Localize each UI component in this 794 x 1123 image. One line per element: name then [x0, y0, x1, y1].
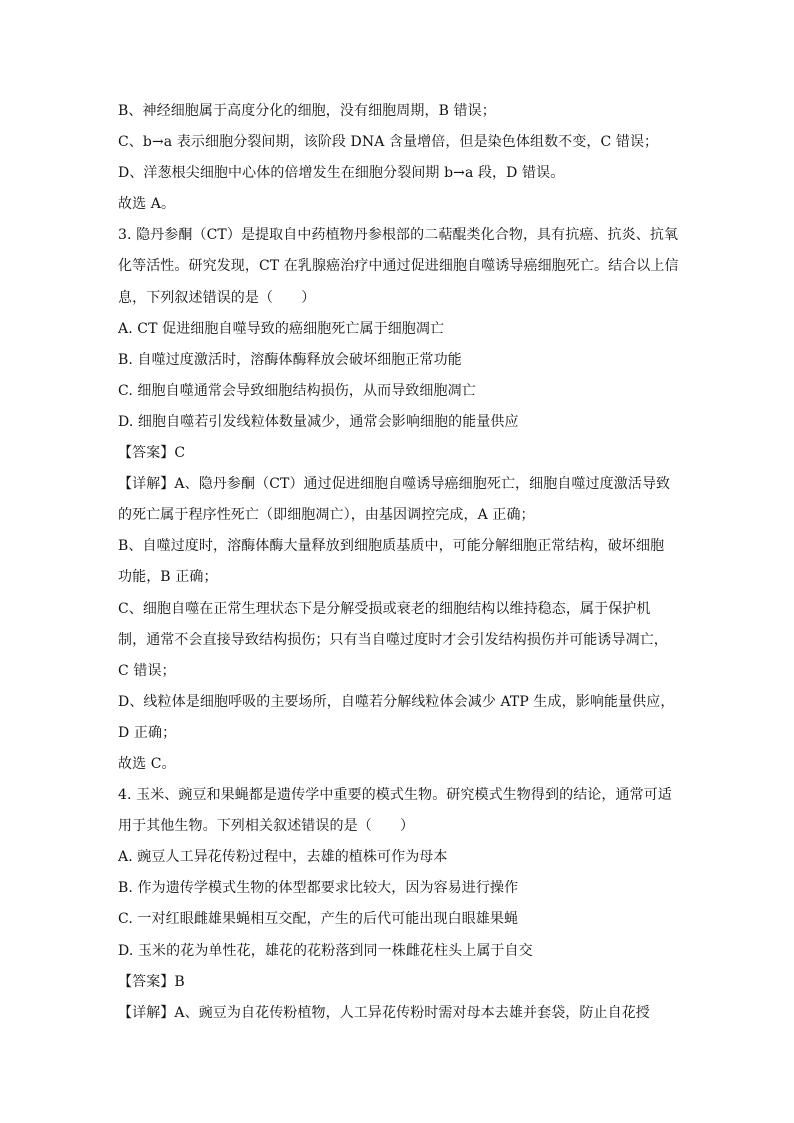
question-3-option-d: D. 细胞自噬若引发线粒体数量减少，通常会影响细胞的能量供应: [118, 413, 519, 430]
question-3-option-c: C. 细胞自噬通常会导致细胞结构损伤，从而导致细胞凋亡: [118, 382, 476, 399]
question-3-stem: 息，下列叙述错误的是（ ）: [118, 289, 316, 306]
question-4-stem: 用于其他生物。下列相关叙述错误的是（ ）: [118, 818, 415, 835]
text-line: C、b→a 表示细胞分裂间期，该阶段 DNA 含量增倍，但是染色体组数不变，C 错误；: [118, 134, 659, 151]
question-3-explanation: D、线粒体是细胞呼吸的主要场所，自噬若分解线粒体会减少 ATP 生成，影响能量供应，: [118, 693, 675, 710]
question-3-explanation: D 正确；: [118, 724, 177, 741]
question-3-option-b: B. 自噬过度激活时，溶酶体酶释放会破坏细胞正常功能: [118, 351, 462, 368]
question-3-conclusion: 故选 C。: [118, 755, 176, 772]
text-line: 故选 A。: [118, 196, 176, 213]
question-3-answer: 【答案】C: [118, 445, 186, 462]
question-3-explanation: B、自噬过度时，溶酶体酶大量释放到细胞质基质中，可能分解细胞正常结构，破坏细胞: [118, 538, 665, 555]
question-3-stem: 3. 隐丹参酮（CT）是提取自中药植物丹参根部的二萜醌类化合物，具有抗癌、抗炎、抗氧: [118, 227, 679, 244]
question-4-option-a: A. 豌豆人工异花传粉过程中，去雄的植株可作为母本: [118, 849, 448, 866]
question-3-explanation: 的死亡属于程序性死亡（即细胞凋亡），由基因调控完成，A 正确；: [118, 507, 535, 524]
question-3-option-a: A. CT 促进细胞自噬导致的癌细胞死亡属于细胞凋亡: [118, 320, 445, 337]
text-line: B、神经细胞属于高度分化的细胞，没有细胞周期，B 错误；: [118, 103, 496, 119]
question-3-stem: 化等活性。研究发现，CT 在乳腺癌治疗中通过促进细胞自噬诱导癌细胞死亡。结合以上信: [118, 258, 679, 275]
question-3-explanation: C、细胞自噬在正常生理状态下是分解受损或衰老的细胞结构以维持稳态，属于保护机: [118, 600, 651, 617]
question-4-answer: 【答案】B: [118, 973, 185, 990]
question-3-explanation: 功能，B 正确；: [118, 569, 218, 586]
question-4-option-d: D. 玉米的花为单性花，雄花的花粉落到同一株雌花柱头上属于自交: [118, 942, 533, 959]
question-4-option-b: B. 作为遗传学模式生物的体型都要求比较大，因为容易进行操作: [118, 880, 519, 897]
document-page: [118, 96, 678, 1029]
question-4-option-c: C. 一对红眼雌雄果蝇相互交配，产生的后代可能出现白眼雄果蝇: [118, 911, 519, 928]
question-3-explanation: C 错误；: [118, 662, 176, 679]
text-line: D、洋葱根尖细胞中心体的倍增发生在细胞分裂间期 b→a 段，D 错误。: [118, 165, 565, 182]
question-4-stem: 4. 玉米、豌豆和果蝇都是遗传学中重要的模式生物。研究模式生物得到的结论，通常可适: [118, 787, 672, 804]
question-3-explanation: 【详解】A、隐丹参酮（CT）通过促进细胞自噬诱导癌细胞死亡，细胞自噬过度激活导致: [118, 476, 671, 493]
question-3-explanation: 制，通常不会直接导致结构损伤；只有当自噬过度时才会引发结构损伤并可能诱导凋亡，: [118, 631, 668, 648]
question-4-explanation: 【详解】A、豌豆为自花传粉植物，人工异花传粉时需对母本去雄并套袋，防止自花授: [118, 1004, 650, 1021]
